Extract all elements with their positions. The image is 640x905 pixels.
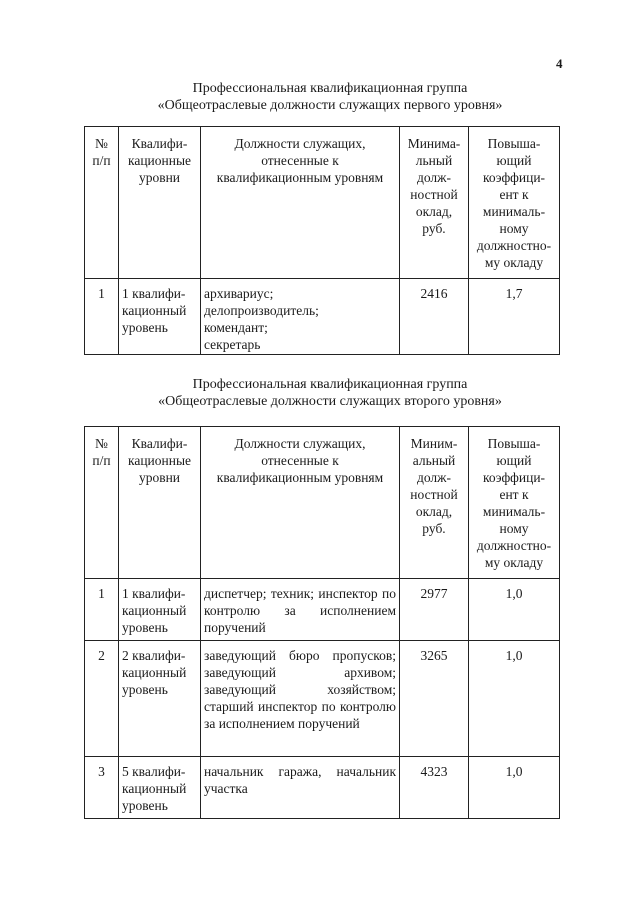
table-row xyxy=(85,641,560,757)
page-number: 4 xyxy=(556,56,563,71)
header-positions: Должности служащих, отнесенные к квалификационным уровням xyxy=(201,427,400,579)
row-level: 2 квалифи- кационный уровень xyxy=(119,641,201,757)
section-2-title xyxy=(80,376,580,410)
row-salary: 2977 xyxy=(400,579,469,641)
table-header-row xyxy=(85,127,560,279)
section-1-table xyxy=(84,126,560,355)
row-positions: заведующий бюро пропусков; заведующий архивом; заведующий хозяйством; старший инспектор по контролю за исполнением поручений xyxy=(201,641,400,757)
section-1-title xyxy=(80,80,580,114)
row-salary: 3265 xyxy=(400,641,469,757)
row-level: 1 квалифи- кационный уровень xyxy=(119,279,201,355)
table-row xyxy=(85,579,560,641)
table-row xyxy=(85,757,560,819)
row-coef: 1,7 xyxy=(469,279,560,355)
row-num: 3 xyxy=(85,757,119,819)
section-1-title-line2: «Общеотраслевые должности служащих первого уровня» xyxy=(157,98,503,113)
table-row xyxy=(85,279,560,355)
row-positions: архивариус; делопроизводитель; комендант; секретарь xyxy=(201,279,400,355)
row-coef: 1,0 xyxy=(469,579,560,641)
header-num: № п/п xyxy=(85,427,119,579)
row-num: 2 xyxy=(85,641,119,757)
header-positions: Должности служащих, отнесенные к квалификационным уровням xyxy=(201,127,400,279)
header-salary: Минима- льный долж- ностной оклад, руб. xyxy=(400,127,469,279)
section-1-title-line1: Профессиональная квалификационная группа xyxy=(192,81,468,96)
row-salary: 4323 xyxy=(400,757,469,819)
table-header-row xyxy=(85,427,560,579)
header-num: № п/п xyxy=(85,127,119,279)
row-positions: диспетчер; техник; инспектор по контролю за исполнением поручений xyxy=(201,579,400,641)
row-num: 1 xyxy=(85,279,119,355)
header-level: Квалифи- кационные уровни xyxy=(119,427,201,579)
row-coef: 1,0 xyxy=(469,757,560,819)
header-salary: Миним- альный долж- ностной оклад, руб. xyxy=(400,427,469,579)
row-salary: 2416 xyxy=(400,279,469,355)
section-2-title-line2: «Общеотраслевые должности служащих второго уровня» xyxy=(158,394,502,409)
row-positions: начальник гаража, начальник участка xyxy=(201,757,400,819)
row-level: 5 квалифи- кационный уровень xyxy=(119,757,201,819)
header-coef: Повыша- ющий коэффици- ент к минималь- ному должностно- му окладу xyxy=(469,127,560,279)
row-level: 1 квалифи- кационный уровень xyxy=(119,579,201,641)
section-2-table xyxy=(84,426,560,819)
header-coef: Повыша- ющий коэффици- ент к минималь- ному должностно- му окладу xyxy=(469,427,560,579)
header-level: Квалифи- кационные уровни xyxy=(119,127,201,279)
row-coef: 1,0 xyxy=(469,641,560,757)
section-2-title-line1: Профессиональная квалификационная группа xyxy=(192,377,468,392)
row-num: 1 xyxy=(85,579,119,641)
